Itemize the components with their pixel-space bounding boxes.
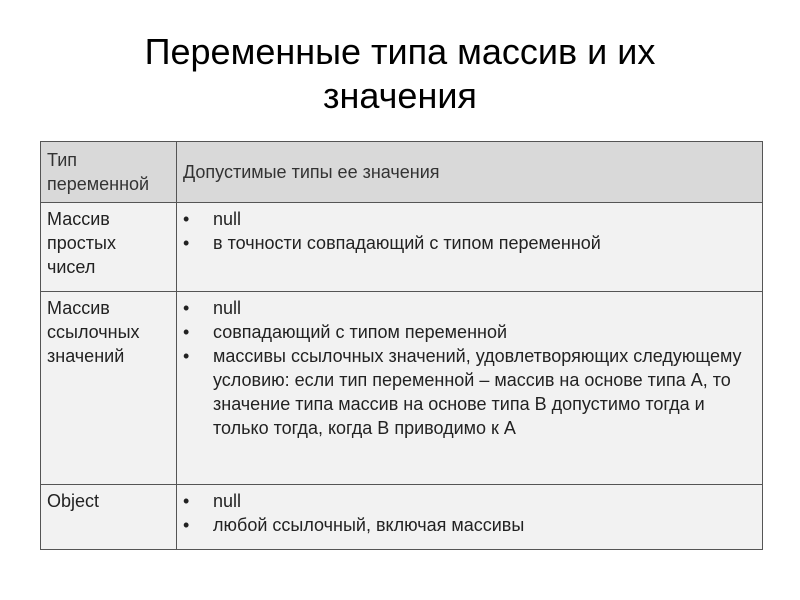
- values-list: [183, 207, 756, 255]
- cell-variable-type: [41, 292, 177, 485]
- header-variable-type-line1: Тип: [47, 150, 78, 170]
- list-item: • совпадающий с типом переменной: [183, 320, 756, 344]
- cell-allowed-values: [177, 203, 763, 292]
- type-line: Массив: [47, 209, 110, 229]
- list-item: • null: [183, 489, 756, 513]
- list-item: • null: [183, 296, 756, 320]
- table-header-row: [41, 142, 763, 203]
- cell-allowed-values: [177, 292, 763, 485]
- list-item: • в точности совпадающий с типом переменной: [183, 231, 756, 255]
- types-table: [40, 141, 763, 550]
- slide-title-line1: Переменные типа массив и их: [144, 31, 656, 72]
- type-line: чисел: [47, 257, 96, 277]
- type-line: простых: [47, 233, 116, 253]
- table-row: [41, 485, 763, 550]
- slide-title: [0, 30, 800, 118]
- table-row: [41, 292, 763, 485]
- header-variable-type: [41, 142, 177, 203]
- slide-title-line2: значения: [323, 75, 477, 116]
- cell-variable-type: [41, 203, 177, 292]
- list-item: • любой ссылочный, включая массивы: [183, 513, 756, 537]
- type-line: Object: [47, 491, 100, 511]
- cell-allowed-values: [177, 485, 763, 550]
- values-list: [183, 489, 756, 537]
- type-line: значений: [47, 346, 125, 366]
- cell-variable-type: [41, 485, 177, 550]
- table-row: [41, 203, 763, 292]
- type-line: ссылочных: [47, 322, 140, 342]
- header-variable-type-line2: переменной: [47, 174, 150, 194]
- types-table-container: [40, 141, 762, 550]
- list-item: • null: [183, 207, 756, 231]
- header-allowed-values: Допустимые типы ее значения: [177, 142, 763, 203]
- list-item: • массивы ссылочных значений, удовлетворяющих следующему условию: если тип переменной – массив на основе типа A, то значение типа массив на основе типа B допустимо тогда и только тогда, когда B приводимо к A: [183, 344, 756, 440]
- values-list: [183, 296, 756, 440]
- type-line: Массив: [47, 298, 110, 318]
